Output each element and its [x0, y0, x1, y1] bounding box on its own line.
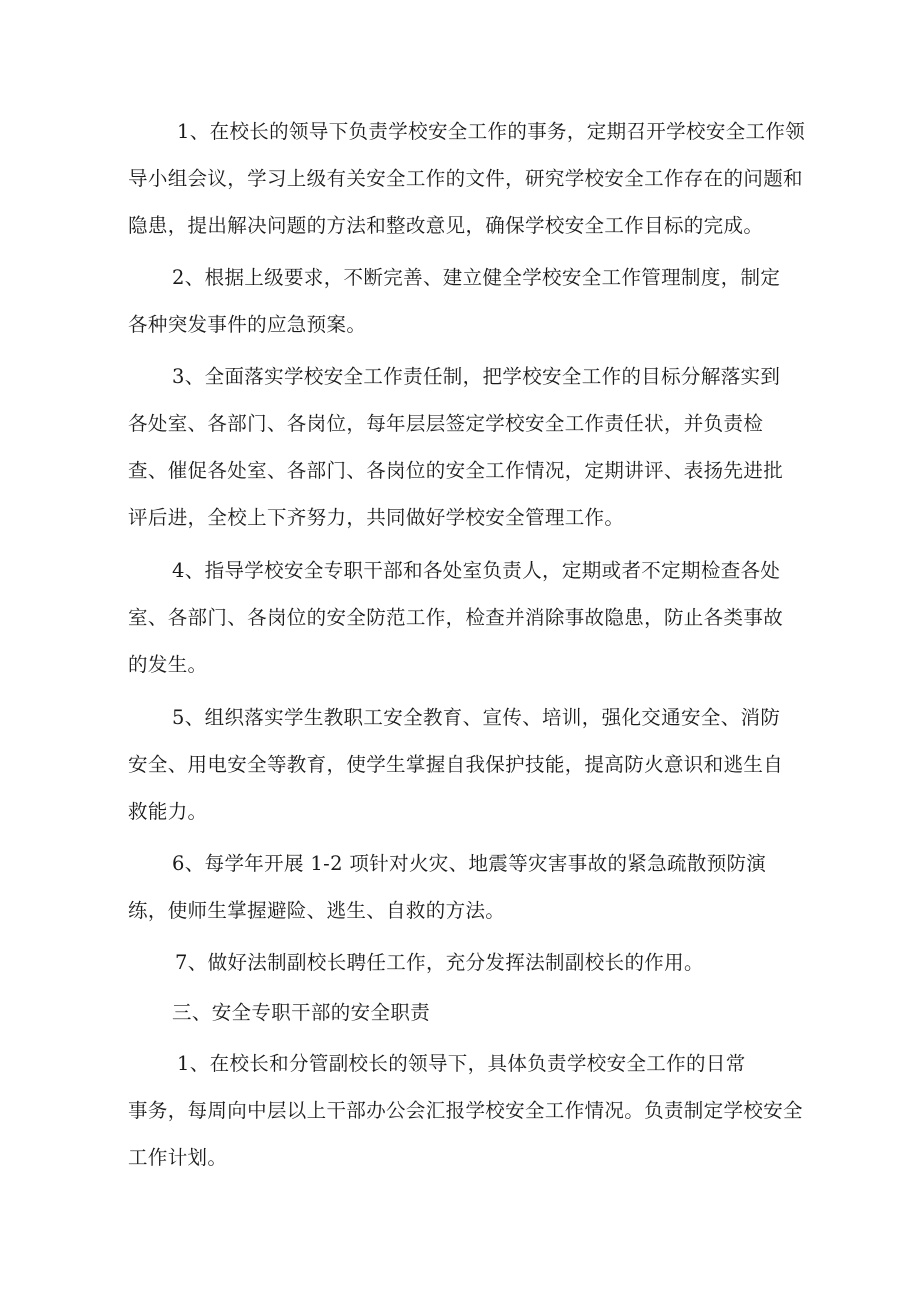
text-line: 评后进，全校上下齐努力，共同做好学校安全管理工作。: [128, 506, 625, 529]
text-line: 6、每学年开展 1-2 项针对火灾、地震等灾害事故的紧急疏散预防演: [172, 852, 767, 875]
text-line: 4、指导学校安全专职干部和各处室负责人，定期或者不定期检查各处: [172, 559, 781, 582]
text-line: 工作计划。: [128, 1146, 228, 1169]
text-line: 各处室、各部门、各岗位，每年层层签定学校安全工作责任状，并负责检: [128, 412, 764, 435]
text-line: 3、全面落实学校安全工作责任制，把学校安全工作的目标分解落实到: [172, 365, 781, 388]
text-line: 安全、用电安全等教育，使学生掌握自我保护技能，提高防火意识和逃生自: [128, 753, 784, 776]
text-line: 1、在校长的领导下负责学校安全工作的事务，定期召开学校安全工作领: [177, 120, 806, 143]
text-line: 5、组织落实学生教职工安全教育、宣传、培训，强化交通安全、消防: [172, 706, 781, 729]
text-line: 查、催促各处室、各部门、各岗位的安全工作情况，定期讲评、表扬先进批: [128, 459, 784, 482]
text-line: 7、做好法制副校长聘任工作，充分发挥法制副校长的作用。: [175, 951, 704, 974]
text-line: 室、各部门、各岗位的安全防范工作，检查并消除事故隐患，防止各类事故: [128, 606, 784, 629]
text-line: 各种突发事件的应急预案。: [128, 313, 367, 336]
text-line: 练，使师生掌握避险、逃生、自救的方法。: [128, 899, 506, 922]
text-line: 1、在校长和分管副校长的领导下，具体负责学校安全工作的日常: [177, 1052, 746, 1075]
text-line: 导小组会议，学习上级有关安全工作的文件，研究学校安全工作存在的问题和: [128, 167, 803, 190]
text-line: 事务，每周向中层以上干部办公会汇报学校安全工作情况。负责制定学校安全: [128, 1099, 803, 1122]
text-line: 隐患，提出解决问题的方法和整改意见，确保学校安全工作目标的完成。: [128, 214, 764, 237]
text-line: 救能力。: [128, 800, 208, 823]
section-heading: 三、安全专职干部的安全职责: [172, 1001, 431, 1024]
text-line: 的发生。: [128, 653, 208, 676]
text-line: 2、根据上级要求，不断完善、建立健全学校安全工作管理制度，制定: [172, 266, 781, 289]
